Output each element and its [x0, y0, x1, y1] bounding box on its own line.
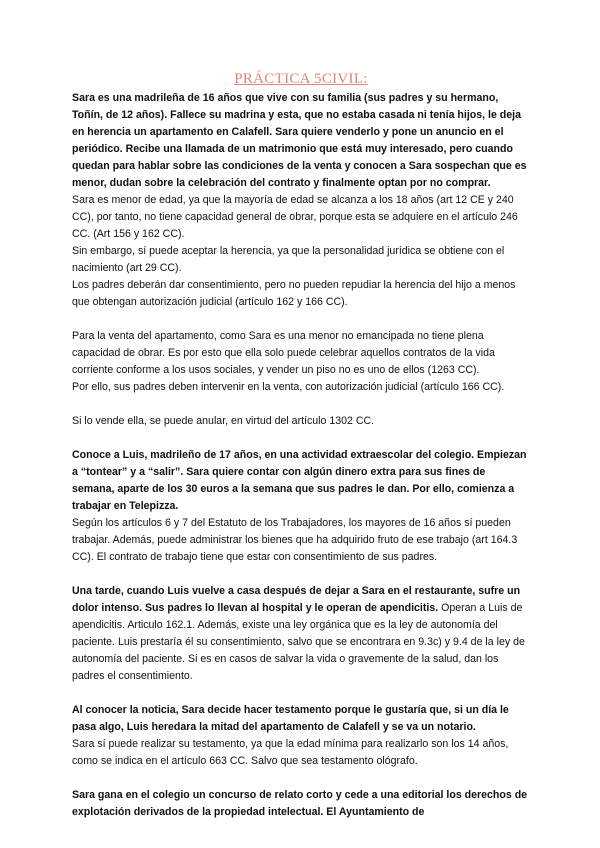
question-with-inline-answer — [72, 583, 530, 685]
answer-paragraph: Sin embargo, sí puede aceptar la herencia, ya que la personalidad jurídica se obtiene con el nacimiento (art 29 CC). — [72, 245, 505, 274]
section-6 — [72, 702, 530, 770]
answer-paragraph: Sara es menor de edad, ya que la mayoría de edad se alcanza a los 18 años (art 12 CE y 240 CC), por tanto, no tiene capacidad general de obrar, porque esta se adquiere en el artículo 246 CC. (Art 156 y 162 CC). — [72, 194, 518, 240]
section-2 — [72, 328, 530, 396]
answer-paragraph: Para la venta del apartamento, como Sara es una menor no emancipada no tiene plena capacidad de obrar. Es por esto que ella solo puede celebrar aquellos contratos de la vida corriente conforme a los usos sociales, y vender un piso no es uno de ellos (1263 CC). — [72, 330, 495, 376]
question-text: Sara gana en el colegio un concurso de relato corto y cede a una editorial los derechos de explotación derivados de la propiedad intelectual. El Ayuntamiento de — [72, 789, 528, 818]
answer-paragraph: Por ello, sus padres deben intervenir en la venta, con autorización judicial (artículo 166 CC). — [72, 381, 505, 393]
section-7 — [72, 787, 530, 821]
question-text: Conoce a Luis, madrileño de 17 años, en una actividad extraescolar del colegio. Empiezan a “tontear” y a “salir”. Sara quiere contar con algún dinero extra para sus fines de semana, aparte de los 30 euros a la semana que sus padres le dan. Por ello, comienza a trabajar en Telepizza. — [72, 449, 527, 512]
question-text: Sara es una madrileña de 16 años que vive con su familia (sus padres y su hermano, Toñín, de 12 años). Fallece su madrina y esta, que no estaba casada ni tenía hijos, le deja en herencia un apartamento en Calafell. Sara quiere venderlo y pone un anuncio en el periódico. Recibe una llamada de un matrimonio que está muy interesado, pero cuando quedan para hablar sobre las condiciones de la venta y conocen a Sara sospechan que es menor, dudan sobre la celebración del contrato y finalmente optan por no comprar. — [72, 92, 527, 189]
answer-paragraph: Sara sí puede realizar su testamento, ya que la edad mínima para realizarlo son los 14 años, como se indica en el artículo 663 CC. Salvo que sea testamento ológrafo. — [72, 738, 509, 767]
section-1 — [72, 90, 530, 311]
page-title: PRÁCTICA 5CIVIL: — [234, 71, 368, 87]
answer-paragraph: Si lo vende ella, se puede anular, en virtud del artículo 1302 CC. — [72, 415, 375, 427]
question-text: Al conocer la noticia, Sara decide hacer testamento porque le gustaría que, si un día le pasa algo, Luis heredara la mitad del apartamento de Calafell y se va un notario. — [72, 704, 509, 733]
section-5 — [72, 583, 530, 685]
inline-answer: Operan a Luis de apendicitis. Articulo 162.1. Además, existe una ley orgánica que es la ley de autonomía del paciente. Luis prestaría él su consentimiento, salvo que se encontrara en 9.3c) y 9.4 de la ley de autonomía del paciente. Si es en casos de salvar la vida o gravemente de la salud, dan los padres el consentimiento. — [72, 602, 525, 682]
section-4 — [72, 447, 530, 566]
question-text: Una tarde, cuando Luis vuelve a casa después de dejar a Sara en el restaurante, sufre un dolor intenso. Sus padres lo llevan al hospital y le operan de apendicitis. — [72, 585, 521, 614]
answer-paragraph: Los padres deberán dar consentimiento, pero no pueden repudiar la herencia del hijo a menos que obtengan autorización judicial (artículo 162 y 166 CC). — [72, 279, 516, 308]
section-3 — [72, 413, 530, 430]
answer-paragraph: Según los artículos 6 y 7 del Estatuto de los Trabajadores, los mayores de 16 años sí pueden trabajar. Además, puede administrar los bienes que ha adquirido fruto de ese trabajo (art 164.3 CC). El contrato de trabajo tiene que estar con consentimiento de sus padres. — [72, 517, 518, 563]
